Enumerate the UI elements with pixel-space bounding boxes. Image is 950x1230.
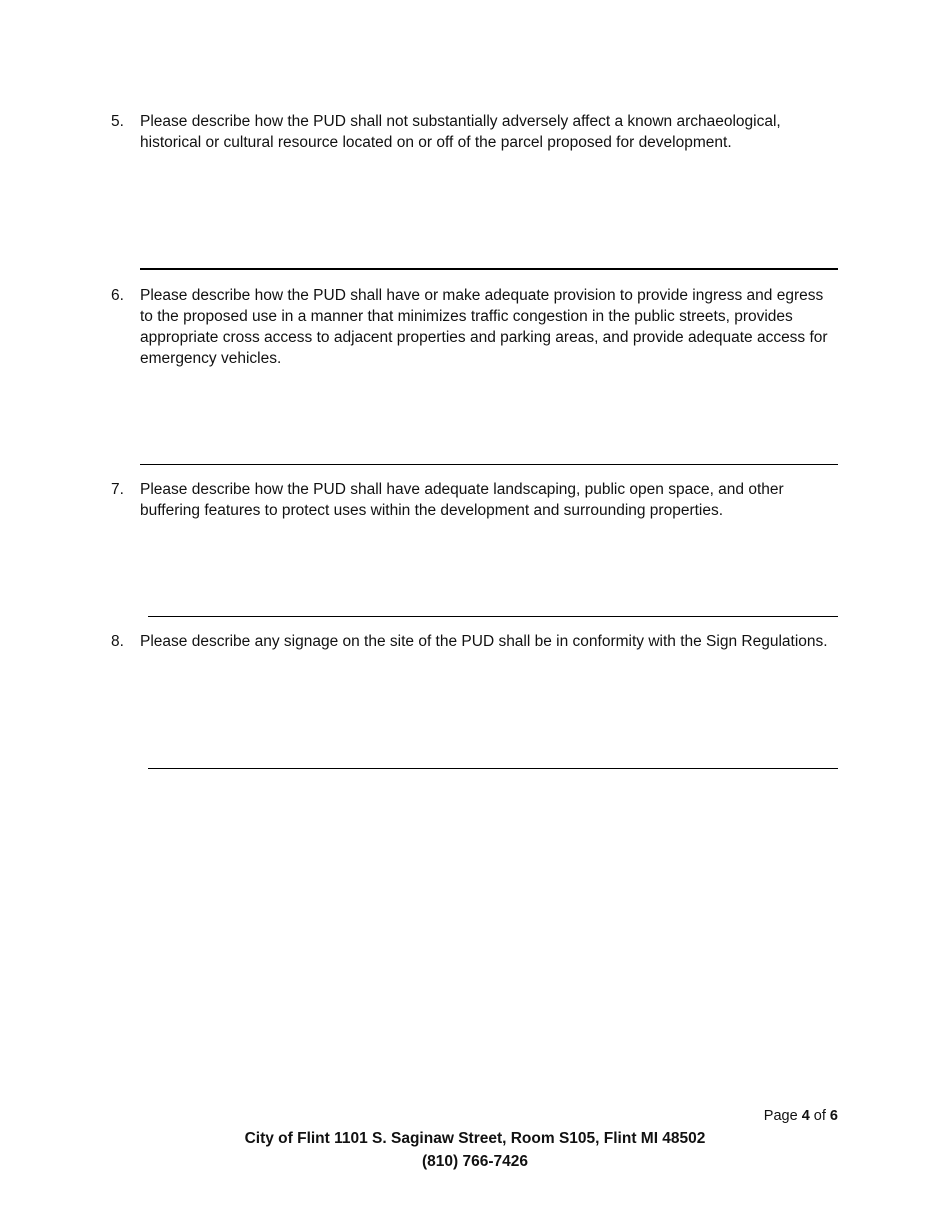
footer-phone: (810) 766-7426 bbox=[422, 1153, 528, 1170]
answer-line-7[interactable] bbox=[148, 616, 838, 617]
question-number: 8. bbox=[111, 633, 124, 650]
question-text: Please describe how the PUD shall have adequate landscaping, public open space, and other buffering features to protect uses within the development and surrounding properties. bbox=[140, 481, 784, 519]
question-number: 6. bbox=[111, 287, 124, 304]
question-number: 5. bbox=[111, 113, 124, 130]
answer-line-6[interactable] bbox=[140, 464, 838, 465]
answer-line-8[interactable] bbox=[148, 768, 838, 769]
question-6 bbox=[111, 285, 839, 369]
page-total: 6 bbox=[829, 1108, 838, 1124]
question-text: Please describe any signage on the site of the PUD shall be in conformity with the Sign Regulations. bbox=[140, 633, 828, 650]
answer-line-5[interactable] bbox=[140, 268, 838, 270]
page-current: 4 bbox=[801, 1108, 810, 1124]
question-text: Please describe how the PUD shall have or make adequate provision to provide ingress and egress to the proposed use in a manner that minimizes traffic congestion in the public streets, provides appropriate cross access to adjacent properties and parking areas, and provide adequate access for emergency vehicles. bbox=[140, 287, 828, 367]
footer-address: City of Flint 1101 S. Saginaw Street, Room S105, Flint MI 48502 bbox=[244, 1130, 706, 1147]
page-number bbox=[764, 1108, 838, 1124]
question-8 bbox=[111, 631, 839, 652]
page-of: of bbox=[813, 1108, 826, 1124]
question-5 bbox=[111, 111, 839, 153]
question-number: 7. bbox=[111, 481, 124, 498]
page-label: Page bbox=[763, 1108, 798, 1124]
question-7 bbox=[111, 479, 839, 521]
question-text: Please describe how the PUD shall not substantially adversely affect a known archaeological, historical or cultural resource located on or off of the parcel proposed for development. bbox=[140, 113, 781, 151]
